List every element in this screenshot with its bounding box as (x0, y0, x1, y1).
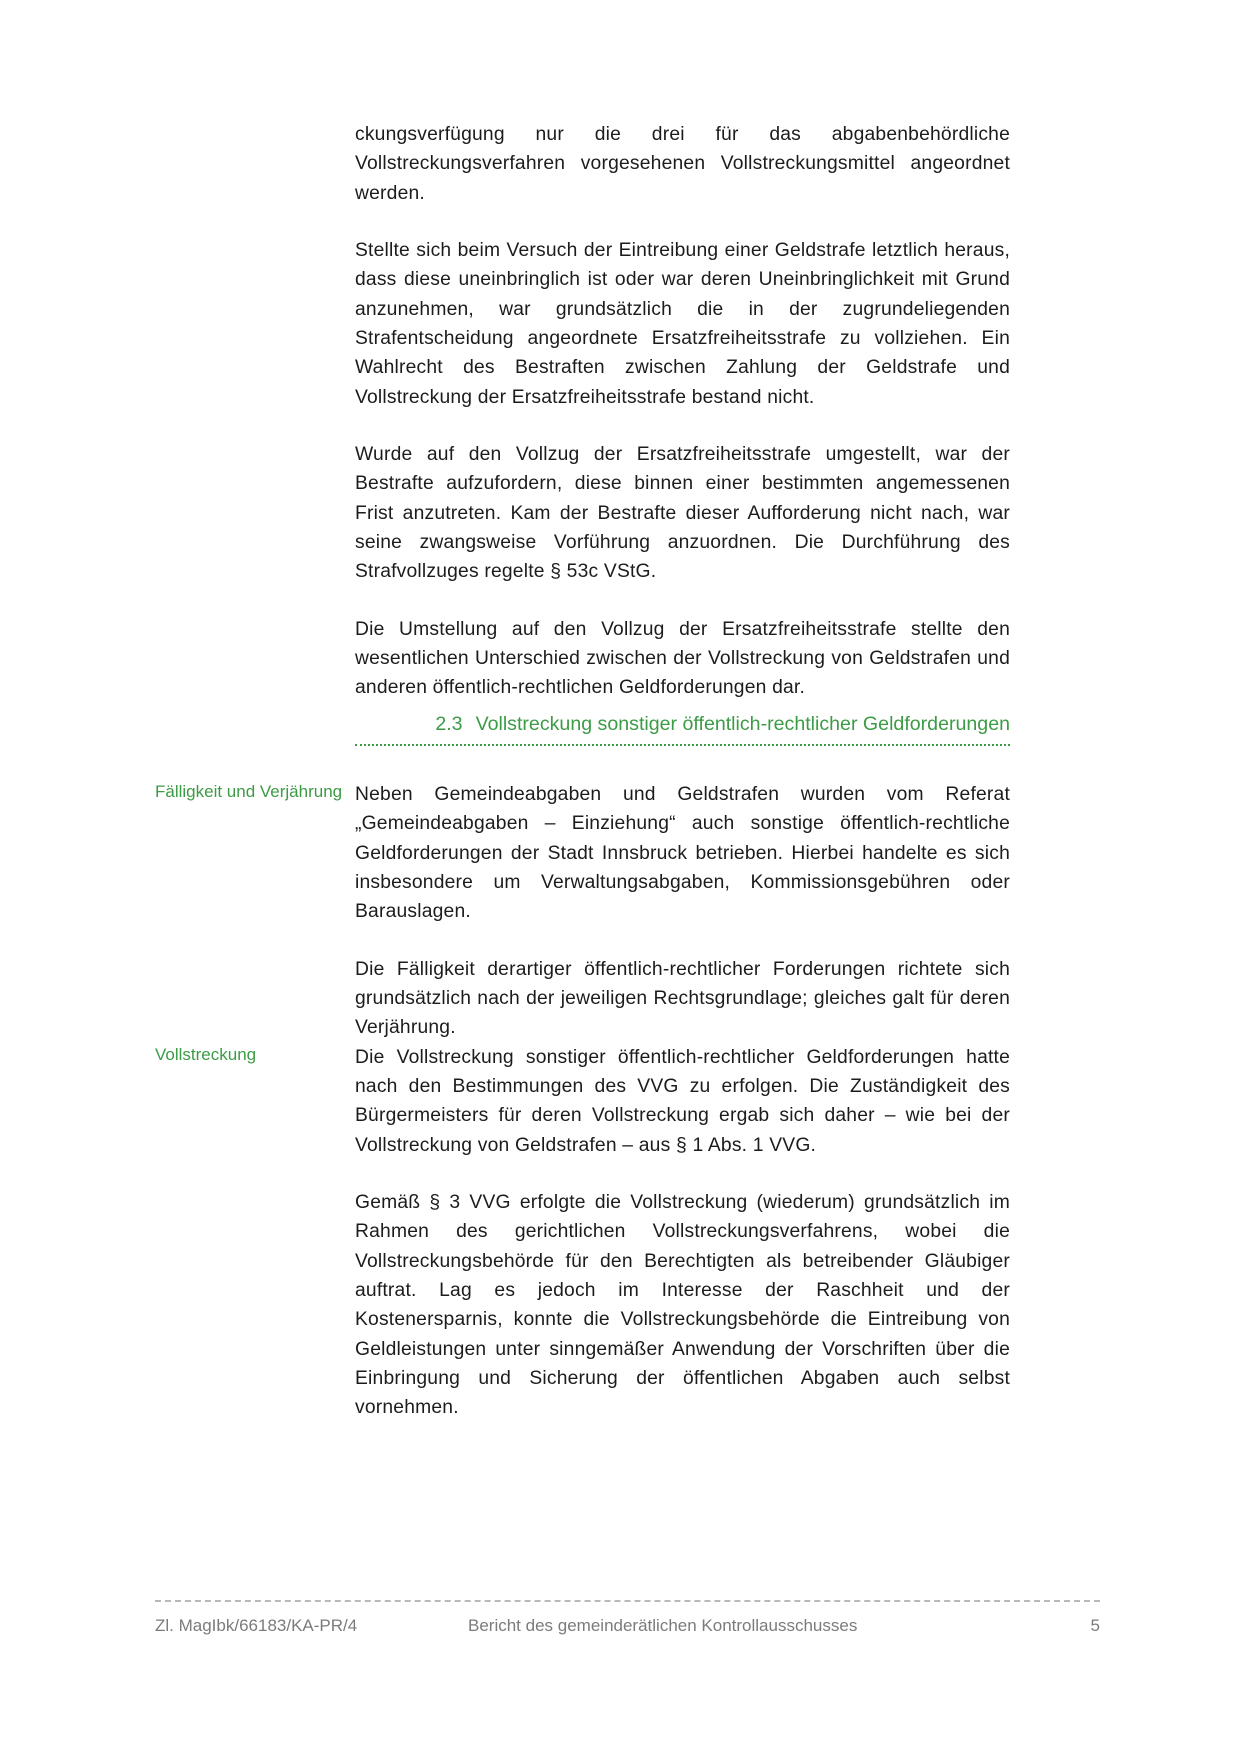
content-block-faelligkeit (0, 780, 1240, 1043)
body-column (355, 780, 1010, 1043)
paragraph: Die Fälligkeit derartiger öffentlich-rechtlicher Forderungen richtete sich grundsätzlich nach der jeweiligen Rechtsgrundlage; gleiches galt für deren Verjährung. (355, 958, 1010, 1039)
content-block-vollstreckung (0, 1043, 1240, 1423)
section-heading-row (355, 711, 1010, 744)
page-footer (155, 1600, 1100, 1636)
content-block-intro (0, 120, 1240, 703)
footer-divider (155, 1600, 1100, 1602)
margin-notes-column (0, 780, 355, 805)
margin-note: Fälligkeit und Verjährung (155, 782, 343, 801)
content-block-section-heading (0, 703, 1240, 780)
section-heading (355, 711, 1010, 746)
body-column (355, 120, 1010, 703)
footer-row (155, 1616, 1100, 1636)
paragraph: Wurde auf den Vollzug der Ersatzfreiheitsstrafe umgestellt, war der Bestrafte aufzufordern, diese binnen einer bestimmten angemessenen Frist anzutreten. Kam der Bestrafte dieser Aufforderung nicht nach, war seine zwangsweise Vorführung anzuordnen. Die Durchführung des Strafvollzuges regelte § 53c VStG. (355, 443, 1010, 583)
paragraph: Neben Gemeindeabgaben und Geldstrafen wurden vom Referat „Gemeindeabgaben – Einziehung“ auch sonstige öffentlich-rechtliche Geldforderungen der Stadt Innsbruck betrieben. Hierbei handelte es sich insbesondere um Verwaltungsabgaben, Kommissionsgebühren oder Barauslagen. (355, 784, 1010, 923)
paragraph: Die Umstellung auf den Vollzug der Ersatzfreiheitsstrafe stellte den wesentlichen Unterschied zwischen der Vollstreckung von Geldstrafen und anderen öffentlich-rechtlichen Geldforderungen dar. (355, 618, 1010, 699)
paragraph: Gemäß § 3 VVG erfolgte die Vollstreckung (wiederum) grundsätzlich im Rahmen des gerichtlichen Vollstreckungsverfahrens, wobei die Vollstreckungsbehörde für den Berechtigten als betreibender Gläubiger auftrat. Lag es jedoch im Interesse der Raschheit und der Kostenersparnis, konnte die Vollstreckungsbehörde die Eintreibung von Geldleistungen unter sinngemäßer Anwendung der Vorschriften über die Einbringung und Sicherung der öffentlichen Abgaben auch selbst vornehmen. (355, 1191, 1010, 1419)
margin-notes-column (0, 1043, 355, 1068)
body-column (355, 703, 1010, 780)
section-heading-rule (355, 744, 1010, 746)
paragraph: ckungsverfügung nur die drei für das abgabenbehördliche Vollstreckungsverfahren vorgesehenen Vollstreckungsmittel angeordnet werden. (355, 124, 1010, 204)
paragraph: Die Vollstreckung sonstiger öffentlich-rechtlicher Geldforderungen hatte nach den Bestimmungen des VVG zu erfolgen. Die Zuständigkeit des Bürgermeisters für deren Vollstreckung ergab sich daher – wie bei der Vollstreckung von Geldstrafen – aus § 1 Abs. 1 VVG. (355, 1046, 1010, 1156)
footer-reference: Zl. MagIbk/66183/KA-PR/4 (155, 1616, 358, 1635)
margin-note: Vollstreckung (155, 1044, 257, 1064)
section-number: 2.3 (435, 712, 463, 735)
section-title: Vollstreckung sonstiger öffentlich-rechtlicher Geldforderungen (475, 712, 1010, 735)
paragraph: Stellte sich beim Versuch der Eintreibung einer Geldstrafe letztlich heraus, dass diese uneinbringlich ist oder war deren Uneinbringlichkeit mit Grund anzunehmen, war grundsätzlich die in der zugrundeliegenden Strafentscheidung angeordnete Ersatzfreiheitsstrafe zu vollziehen. Ein Wahlrecht des Bestraften zwischen Zahlung der Geldstrafe und Vollstreckung der Ersatzfreiheitsstrafe bestand nicht. (355, 239, 1010, 408)
body-column (355, 1043, 1010, 1423)
page-number: 5 (1090, 1616, 1100, 1635)
footer-title: Bericht des gemeinderätlichen Kontrollausschusses (468, 1616, 858, 1635)
page-content (0, 120, 1240, 1423)
